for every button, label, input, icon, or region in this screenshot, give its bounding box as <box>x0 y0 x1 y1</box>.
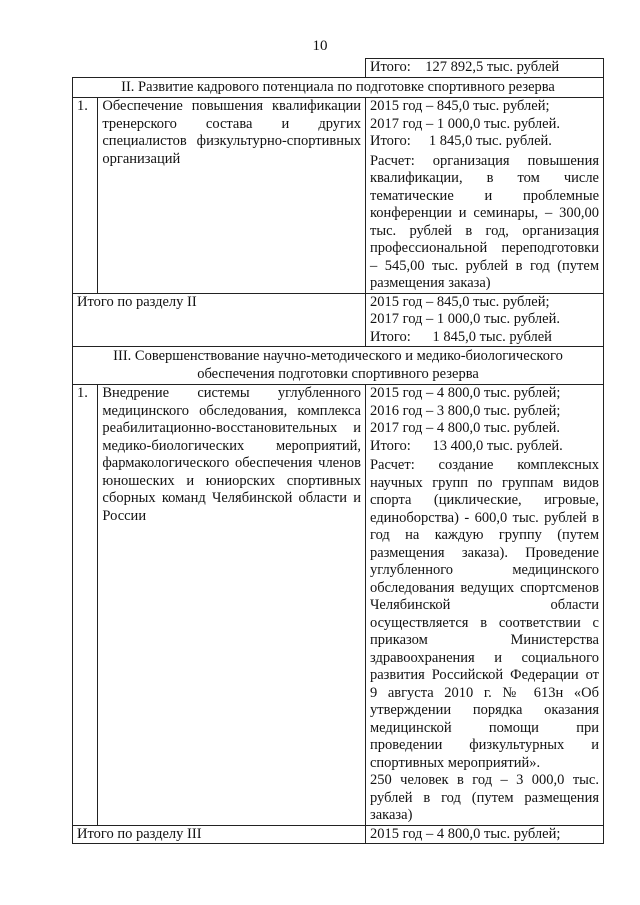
section-heading: II. Развитие кадрового потенциала по подготовке спортивного резерва <box>73 77 604 98</box>
calculation-text: Расчет: организация повышения квалификации, в том числе тематические и проблемные конференции и семинары, – 300,00 тыс. рублей в год, организация профессиональной переподготовки – 545,00 тыс. рублей в год (путем размещения заказа) <box>369 152 599 291</box>
table-row <box>73 385 604 826</box>
total-line: 2015 год – 845,0 тыс. рублей; <box>369 293 550 310</box>
section-heading: III. Совершенствование научно-методического и медико-биологического обеспечения подготовки спортивного резерва <box>73 347 604 385</box>
prev-total-cell: Итого: 127 892,5 тыс. рублей <box>365 59 603 78</box>
section-total-cell <box>365 293 603 347</box>
funding-cell <box>365 385 603 826</box>
item-number: 1. <box>73 385 98 826</box>
table-row <box>73 293 604 347</box>
program-table <box>72 58 604 844</box>
section-total-label: Итого по разделу II <box>73 293 366 347</box>
table-row <box>73 98 604 294</box>
calculation-text-2: 250 человек в год – 3 000,0 тыс. рублей в год (путем размещения заказа) <box>369 772 599 823</box>
total-line: Итого: 1 845,0 тыс. рублей <box>369 328 552 345</box>
funding-line: 2016 год – 3 800,0 тыс. рублей; <box>369 402 561 419</box>
table-row <box>73 825 604 844</box>
table-row <box>73 347 604 385</box>
funding-line: 2015 год – 4 800,0 тыс. рублей; <box>369 385 561 401</box>
item-number: 1. <box>73 98 98 294</box>
funding-cell <box>365 98 603 294</box>
item-description: Внедрение системы углубленного медицинского обследования, комплекса реабилитационно-восстановительных и медико-биологических мероприятий, фармакологического обеспечения членов юношеских и юниорских спортивных сборных команд Челябинской области и России <box>98 385 366 826</box>
funding-line: 2015 год – 845,0 тыс. рублей; <box>369 98 550 114</box>
funding-line: 2017 год – 4 800,0 тыс. рублей. <box>369 420 560 436</box>
funding-line: Итого: 1 845,0 тыс. рублей. <box>369 133 552 149</box>
funding-line: Итого: 13 400,0 тыс. рублей. <box>369 437 563 454</box>
item-description: Обеспечение повышения квалификации тренерского состава и других специалистов физкультурно-спортивных организаций <box>98 98 366 294</box>
page-number: 10 <box>312 38 328 54</box>
table-row <box>73 77 604 98</box>
funding-line: 2017 год – 1 000,0 тыс. рублей. <box>369 115 560 132</box>
section-total-cell: 2015 год – 4 800,0 тыс. рублей; <box>365 825 603 844</box>
table-row <box>73 59 604 78</box>
total-line: 2017 год – 1 000,0 тыс. рублей. <box>369 311 560 327</box>
calculation-text: Расчет: создание комплексных научных групп по группам видов спорта (циклические, игровые, единоборства) - 600,0 тыс. рублей в год на каждую группу (путем размещения заказа). Проведение углубленного медицинского обследования ведущих спортсменов Челябинской области осуществляется в соответствии с приказом Министерства здравоохранения и социального развития Российской Федерации от 9 августа 2010 г. № 613н «Об утверждении порядка оказания медицинской помощи при проведении физкультурных и спортивных мероприятий». <box>369 457 599 771</box>
section-total-label: Итого по разделу III <box>73 825 366 844</box>
